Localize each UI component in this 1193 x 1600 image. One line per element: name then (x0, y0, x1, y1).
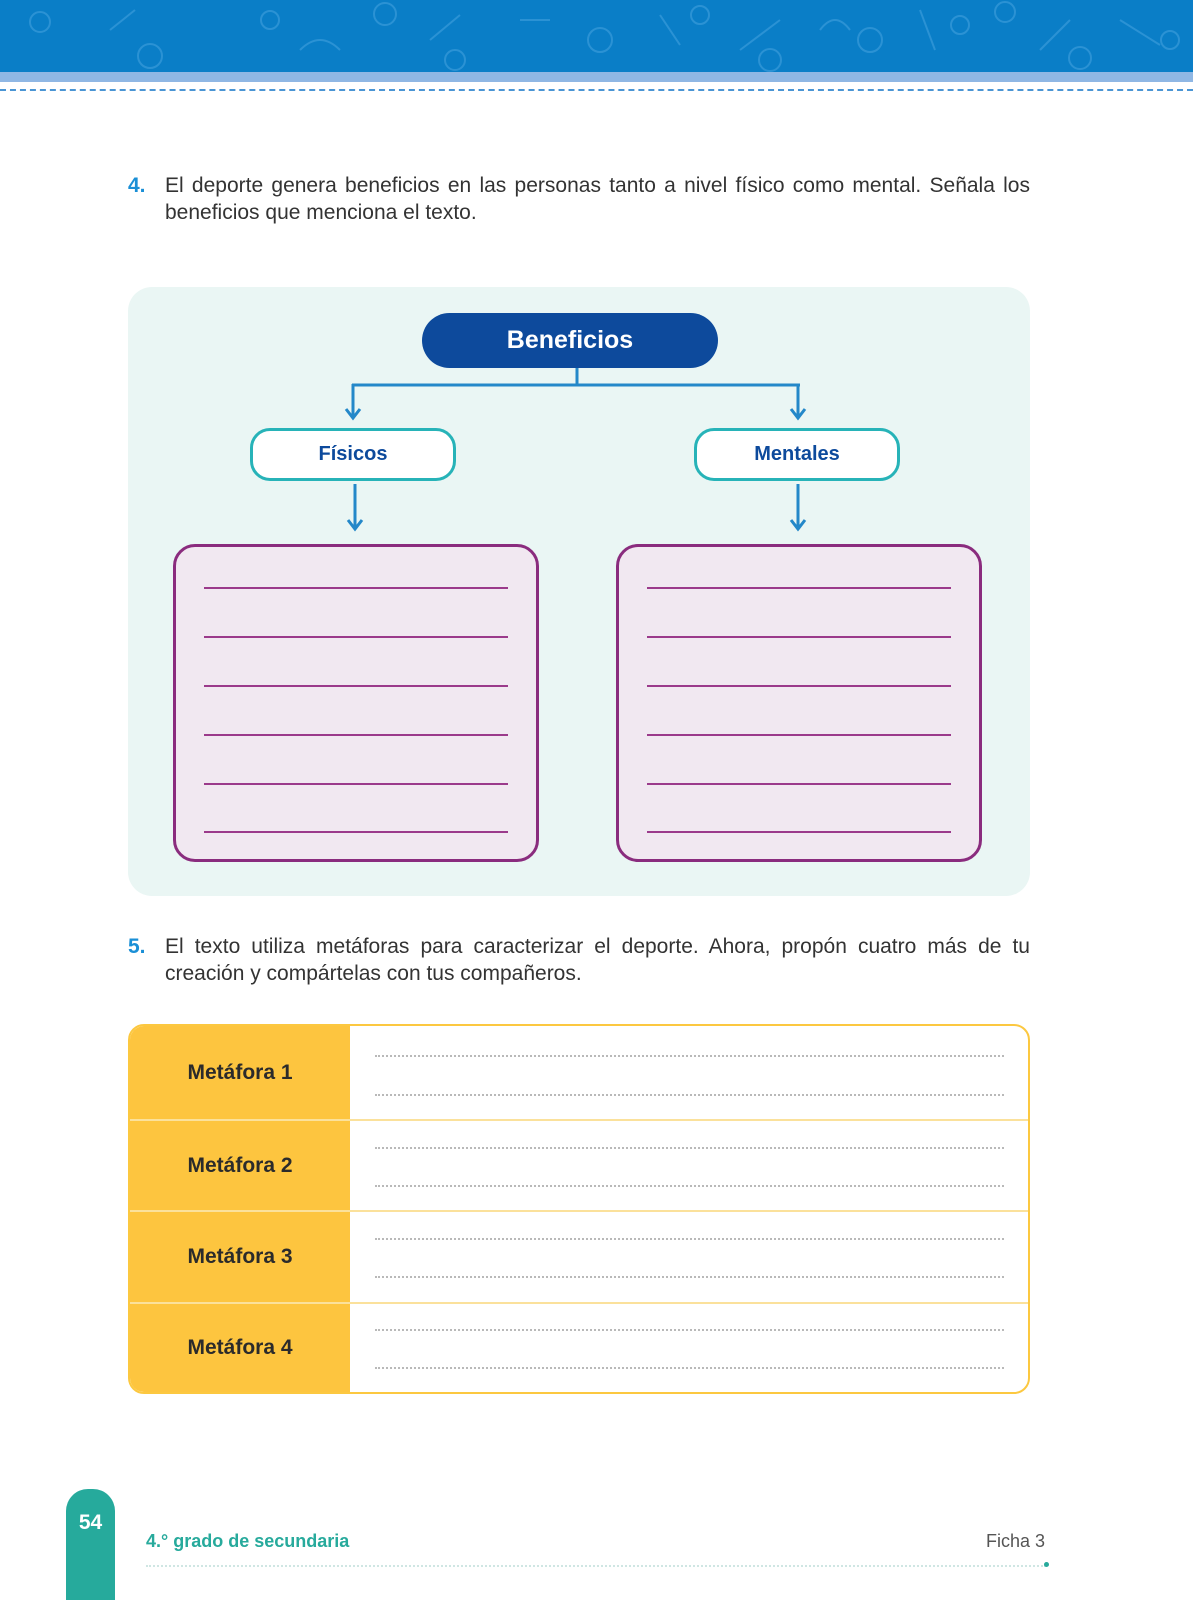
metaphor-row (130, 1212, 1028, 1302)
question-number: 4. (128, 174, 146, 197)
dotted-line (375, 1367, 1004, 1369)
answer-line (204, 685, 508, 687)
dotted-line (375, 1094, 1004, 1096)
footer-dot (1044, 1562, 1049, 1567)
page-number: 54 (78, 1511, 103, 1534)
header-banner (0, 0, 1193, 72)
mentales-answer-box[interactable] (616, 544, 982, 862)
answer-line (204, 734, 508, 736)
dotted-line (375, 1185, 1004, 1187)
answer-line (204, 783, 508, 785)
answer-line (647, 587, 951, 589)
metaphor-answer-area[interactable] (350, 1121, 1028, 1210)
metaphor-row (130, 1121, 1028, 1210)
metaphor-label: Metáfora 3 (130, 1212, 350, 1302)
metaphor-row (130, 1026, 1028, 1119)
question-number: 5. (128, 935, 146, 958)
dotted-line (375, 1329, 1004, 1331)
metaphor-label: Metáfora 1 (130, 1026, 350, 1119)
answer-line (647, 636, 951, 638)
metaphor-answer-area[interactable] (350, 1212, 1028, 1302)
metaphor-row (130, 1304, 1028, 1392)
answer-line (204, 636, 508, 638)
dotted-line (375, 1276, 1004, 1278)
answer-line (204, 831, 508, 833)
metaphor-answer-area[interactable] (350, 1304, 1028, 1392)
question-5 (128, 933, 1030, 987)
footer-divider (146, 1565, 1046, 1567)
answer-line (204, 587, 508, 589)
grade-label: 4.° grado de secundaria (146, 1531, 350, 1551)
answer-line (647, 734, 951, 736)
doodle-pattern (0, 0, 1193, 72)
header-strip (0, 72, 1193, 82)
answer-line (647, 831, 951, 833)
answer-line (647, 685, 951, 687)
ficha-label: Ficha 3 (985, 1531, 1045, 1551)
branch-fisicos: Físicos (250, 428, 456, 481)
metaphor-answer-area[interactable] (350, 1026, 1028, 1119)
dotted-line (375, 1238, 1004, 1240)
page-number-tab (66, 1489, 115, 1600)
question-text: El texto utiliza metáforas para caracterizar el deporte. Ahora, propón cuatro más de tu creación y compártelas con tus compañeros. (165, 935, 1030, 985)
metaphor-label: Metáfora 2 (130, 1121, 350, 1210)
fisicos-answer-box[interactable] (173, 544, 539, 862)
metaphor-label: Metáfora 4 (130, 1304, 350, 1392)
benefits-root-node: Beneficios (422, 313, 718, 368)
question-4 (128, 172, 1030, 226)
answer-line (647, 783, 951, 785)
question-text: El deporte genera beneficios en las personas tanto a nivel físico como mental. Señala los beneficios que menciona el texto. (165, 174, 1030, 224)
header-divider (0, 89, 1193, 91)
dotted-line (375, 1147, 1004, 1149)
metaphors-table (128, 1024, 1030, 1394)
branch-mentales: Mentales (694, 428, 900, 481)
dotted-line (375, 1055, 1004, 1057)
